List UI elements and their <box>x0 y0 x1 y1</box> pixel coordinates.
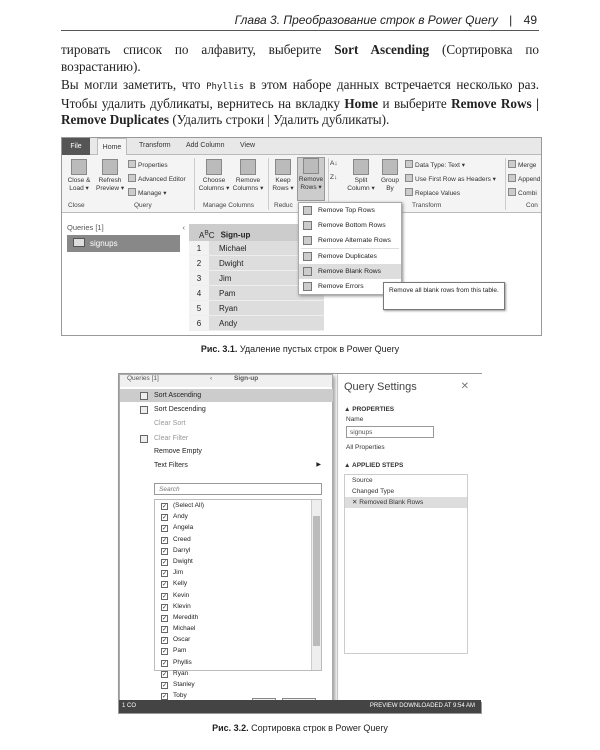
checkbox[interactable]: ✓ <box>162 548 168 555</box>
label: Properties <box>138 162 168 169</box>
text: и выберите <box>378 95 452 111</box>
row-number: 2 <box>189 256 209 270</box>
checkbox[interactable]: ✓ <box>162 604 168 611</box>
query-settings-pane <box>337 374 483 702</box>
close-icon[interactable]: ✕ <box>460 381 469 392</box>
item-label: (Select All) <box>173 502 205 509</box>
item-label: Kevin <box>173 591 190 599</box>
figure-2-screenshot <box>118 373 482 714</box>
figure-2-caption <box>0 723 600 733</box>
combine-button[interactable] <box>508 188 537 197</box>
menu-item-remove-blank-rows[interactable] <box>299 264 401 279</box>
status-bar <box>119 700 481 713</box>
menu-item-remove-duplicates[interactable] <box>299 249 401 264</box>
chevron-right-icon: ▶ <box>316 462 321 468</box>
text: в этом наборе данных встречается несколько раз. Чтобы удалить дубликаты, вернитесь на вкладку <box>61 77 540 111</box>
first-row-headers-button[interactable] <box>405 174 496 183</box>
checklist-item[interactable] <box>155 634 321 645</box>
split-column-icon <box>353 159 369 175</box>
replace-icon <box>405 188 413 196</box>
item-label: Creed <box>173 535 191 543</box>
cell: Andy <box>209 316 324 330</box>
checkbox[interactable]: ✓ <box>162 537 168 544</box>
close-load-button[interactable] <box>65 159 93 193</box>
group-by-icon <box>382 159 398 175</box>
step-item[interactable]: Source <box>352 477 373 484</box>
value-checklist <box>154 499 322 701</box>
manage-icon <box>128 188 136 196</box>
checkbox[interactable]: ✓ <box>162 660 168 667</box>
checklist-item[interactable] <box>155 556 321 567</box>
keep-rows-icon <box>275 159 291 175</box>
refresh-preview-button[interactable] <box>96 159 124 193</box>
close-load-icon <box>71 159 87 175</box>
item-label: Dwight <box>173 557 193 565</box>
queries-pane-header <box>67 223 187 232</box>
refresh-icon <box>102 159 118 175</box>
checkbox[interactable]: ✓ <box>162 627 168 634</box>
bold-text: Remove Rows | Remove Duplicates <box>61 95 539 127</box>
row-number: 6 <box>189 316 209 330</box>
item-label: Oscar <box>173 636 191 644</box>
menu-item-text-filters[interactable] <box>120 459 333 472</box>
checkbox[interactable]: ✓ <box>162 671 168 678</box>
label: Data Type: Text ▾ <box>415 162 465 169</box>
label: Remove Rows ▾ <box>298 176 324 191</box>
divider <box>194 158 195 210</box>
remove-rows-button[interactable] <box>297 157 325 201</box>
table-icon <box>73 238 85 247</box>
group-label: Query <box>134 202 152 209</box>
remove-duplicates-icon <box>303 252 312 261</box>
query-name-input[interactable]: signups <box>346 426 434 438</box>
merge-icon <box>508 160 516 168</box>
sort-descending-icon[interactable]: Z↓ <box>330 174 338 181</box>
checklist-item[interactable] <box>155 612 321 623</box>
item-label: Ryan <box>173 669 189 677</box>
caption-text: Удаление пустых строк в Power Query <box>237 344 400 354</box>
column-name: Sign-up <box>220 230 251 240</box>
choose-columns-icon <box>206 159 222 175</box>
delete-step-icon[interactable]: ✕ <box>352 499 360 506</box>
section-heading: ▲ PROPERTIES <box>344 406 395 413</box>
sort-ascending-icon <box>140 392 148 400</box>
group-label: Con <box>526 202 538 209</box>
page-number: 49 <box>523 13 537 27</box>
item-label: Jim <box>173 569 184 577</box>
checklist-item[interactable] <box>155 645 321 656</box>
row-number: 4 <box>189 286 209 300</box>
data-type-button[interactable] <box>405 160 465 169</box>
checklist-item[interactable] <box>155 567 321 578</box>
label: Manage ▾ <box>138 190 167 197</box>
search-input[interactable]: Search <box>154 483 322 495</box>
chapter-title: Глава 3. Преобразование строк в Power Query <box>234 13 498 27</box>
remove-top-icon <box>303 206 312 215</box>
label: Use First Row as Headers ▾ <box>415 176 496 183</box>
caption-label: Рис. 3.1. <box>200 344 238 354</box>
menu-item-clear-filter[interactable] <box>120 432 333 445</box>
collapse-icon[interactable]: ‹ <box>210 375 213 382</box>
checklist-item[interactable] <box>155 500 321 511</box>
group-by-button[interactable] <box>378 159 402 193</box>
checkbox[interactable]: ✓ <box>162 526 168 533</box>
label: Refresh Preview ▾ <box>96 177 125 192</box>
collapse-icon[interactable]: ‹ <box>182 223 185 232</box>
checklist-item[interactable] <box>155 545 321 556</box>
advanced-editor-button[interactable] <box>128 174 186 183</box>
label: Close & Load ▾ <box>67 177 91 192</box>
item-label: Kelly <box>173 580 188 588</box>
menu-item-clear-sort[interactable] <box>120 417 333 430</box>
item-label: Stanley <box>173 681 195 688</box>
label: Append <box>518 176 541 183</box>
checkbox[interactable]: ✓ <box>162 593 168 600</box>
dropdown-top <box>120 375 332 387</box>
remove-errors-icon <box>303 282 312 291</box>
checklist-item[interactable] <box>155 679 321 690</box>
checklist-item[interactable] <box>155 511 321 522</box>
separator: | <box>509 13 513 27</box>
tab-home[interactable]: Home <box>97 138 127 156</box>
label: Remove Empty <box>154 448 202 455</box>
row-number: 5 <box>189 301 209 315</box>
section-heading: ▲ APPLIED STEPS <box>344 462 404 469</box>
status-left: 1 CO <box>122 703 137 709</box>
checkbox[interactable]: ✓ <box>162 638 168 645</box>
all-properties-link[interactable]: All Properties <box>346 444 385 451</box>
label: Merge <box>518 162 537 169</box>
label: Remove Bottom Rows <box>318 222 386 229</box>
append-button[interactable] <box>508 174 540 183</box>
remove-columns-icon <box>240 159 256 175</box>
pane-title: Query Settings <box>344 381 417 393</box>
menu-item-remove-empty[interactable] <box>120 445 333 458</box>
column-name: Sign-up <box>234 375 259 382</box>
label: Keep Rows ▾ <box>272 177 294 192</box>
group-label: Reduc <box>274 202 293 209</box>
group-label: Close <box>68 202 85 209</box>
label: Replace Values <box>415 190 461 197</box>
checkbox[interactable]: ✓ <box>162 504 168 510</box>
label: Remove Columns ▾ <box>232 177 264 192</box>
menu-item-remove-bottom-rows[interactable] <box>299 218 401 233</box>
split-column-button[interactable] <box>346 159 376 193</box>
properties-icon <box>128 160 136 168</box>
scrollbar[interactable] <box>311 500 321 670</box>
checklist-item[interactable] <box>155 534 321 545</box>
tab-transform[interactable]: Transform <box>139 142 171 149</box>
label: Split Column ▾ <box>347 177 375 192</box>
code-text: Phyllis <box>206 82 244 92</box>
item-label: Klevin <box>173 602 191 610</box>
checkbox[interactable]: ✓ <box>162 649 168 656</box>
label: Sort Ascending <box>154 392 202 399</box>
divider <box>268 158 269 210</box>
label: Text Filters <box>154 462 188 469</box>
text: Вы могли заметить, что <box>61 77 207 92</box>
item-label: Toby <box>173 692 187 700</box>
checkbox[interactable]: ✓ <box>162 615 168 622</box>
table-row <box>189 316 324 331</box>
text: (Сортировка по возрастанию). <box>61 42 539 74</box>
checklist-item[interactable] <box>155 590 321 601</box>
merge-button[interactable] <box>508 160 536 169</box>
ribbon-tabs <box>62 138 541 155</box>
checkbox[interactable]: ✓ <box>162 571 168 578</box>
text-type-icon: $A^BC$ <box>199 229 215 240</box>
item-label: Darryl <box>173 546 191 554</box>
choose-columns-button[interactable] <box>198 159 230 193</box>
item-label: Meredith <box>173 613 199 621</box>
item-label: Michael <box>173 625 196 633</box>
cell: Jim <box>209 271 324 285</box>
editor-icon <box>128 174 136 182</box>
checklist-item[interactable] <box>155 657 321 668</box>
table-row <box>189 301 324 316</box>
cell: Pam <box>209 286 324 300</box>
figure-1-caption <box>0 344 600 354</box>
group-label: Transform <box>412 202 442 209</box>
remove-blank-icon <box>303 267 312 276</box>
running-header <box>61 11 539 31</box>
menu-item-remove-top-rows[interactable] <box>299 203 401 218</box>
label: Remove Errors <box>318 283 364 290</box>
remove-bottom-icon <box>303 221 312 230</box>
cell: Ryan <box>209 301 324 315</box>
remove-alternate-icon <box>303 236 312 245</box>
checklist-item[interactable] <box>155 668 321 679</box>
label: Clear Sort <box>154 420 186 427</box>
item-label: Pam <box>173 647 187 655</box>
label: Combi <box>518 190 537 197</box>
tooltip: Remove all blank rows from this table. <box>383 282 505 310</box>
caption-label: Рис. 3.2. <box>212 723 249 733</box>
caption-text: Сортировка строк в Power Query <box>248 723 388 733</box>
checkbox[interactable]: ✓ <box>162 559 168 566</box>
query-name: signups <box>90 239 118 248</box>
menu-item-sort-ascending[interactable] <box>120 389 333 402</box>
row-number: 3 <box>189 271 209 285</box>
label: Remove Duplicates <box>318 253 377 260</box>
text: (Удалить строки | Удалить дубликаты). <box>169 112 390 127</box>
queries-label: Queries [1] <box>127 375 159 382</box>
manage-button[interactable] <box>128 188 167 197</box>
text: тировать список по алфавиту, выберите <box>61 42 335 57</box>
checkbox[interactable]: ✓ <box>162 694 168 701</box>
queries-label: Queries [1] <box>67 223 104 232</box>
tab-add-column[interactable]: Add Column <box>186 142 225 149</box>
step-item[interactable]: Changed Type <box>352 488 395 495</box>
row-number: 1 <box>189 241 209 255</box>
cell: Dwight <box>209 256 324 270</box>
remove-rows-icon <box>303 158 319 174</box>
group-label: Manage Columns <box>203 202 254 209</box>
sort-ascending-icon[interactable]: A↓ <box>330 160 338 167</box>
status-right: PREVIEW DOWNLOADED AT 9:54 AM <box>369 703 475 709</box>
sort-descending-icon <box>140 406 148 414</box>
label: Remove Blank Rows <box>318 268 382 275</box>
headers-icon <box>405 174 413 182</box>
append-icon <box>508 174 516 182</box>
menu-item-remove-alternate-rows[interactable] <box>299 233 401 248</box>
paragraph-2 <box>61 77 539 129</box>
checklist-item[interactable] <box>155 578 321 589</box>
item-label: Angela <box>173 524 194 532</box>
scrollbar-thumb[interactable] <box>313 516 320 646</box>
query-item[interactable] <box>67 235 180 252</box>
keep-rows-button[interactable] <box>270 159 296 193</box>
checklist-item[interactable] <box>155 623 321 634</box>
label: Group By <box>380 177 400 192</box>
item-label: Andy <box>173 513 188 521</box>
checkbox[interactable]: ✓ <box>162 683 168 689</box>
filter-dropdown <box>119 374 333 702</box>
divider <box>505 158 506 210</box>
label: Remove Top Rows <box>318 207 375 214</box>
menu-item-sort-descending[interactable] <box>120 403 333 416</box>
label: Remove Alternate Rows <box>318 237 391 244</box>
remove-columns-button[interactable] <box>232 159 264 193</box>
field-label: Name <box>346 416 364 423</box>
label: Clear Filter <box>154 435 189 442</box>
step-label: Removed Blank Rows <box>359 499 424 506</box>
properties-button[interactable] <box>128 160 168 169</box>
label: Sort Descending <box>154 406 206 413</box>
cell: Michael <box>209 241 324 255</box>
checklist-item[interactable] <box>155 522 321 533</box>
data-type-icon <box>405 160 413 168</box>
paragraph-1 <box>61 42 539 75</box>
replace-values-button[interactable] <box>405 188 460 197</box>
checkbox[interactable]: ✓ <box>162 515 168 522</box>
applied-steps-list <box>344 474 468 654</box>
item-label: Phyllis <box>173 658 192 666</box>
bold-text: Sort Ascending <box>334 42 430 57</box>
checkbox[interactable]: ✓ <box>162 582 168 589</box>
figure-1-screenshot <box>61 137 542 336</box>
label: Choose Columns ▾ <box>198 177 230 192</box>
label: Advanced Editor <box>138 176 186 183</box>
clear-filter-icon <box>140 435 148 443</box>
tab-file[interactable]: File <box>62 138 90 155</box>
bold-text: Home <box>344 95 379 111</box>
step-item[interactable] <box>345 497 467 508</box>
tab-view[interactable]: View <box>240 142 256 149</box>
checklist-item[interactable] <box>155 601 321 612</box>
combine-icon <box>508 188 516 196</box>
